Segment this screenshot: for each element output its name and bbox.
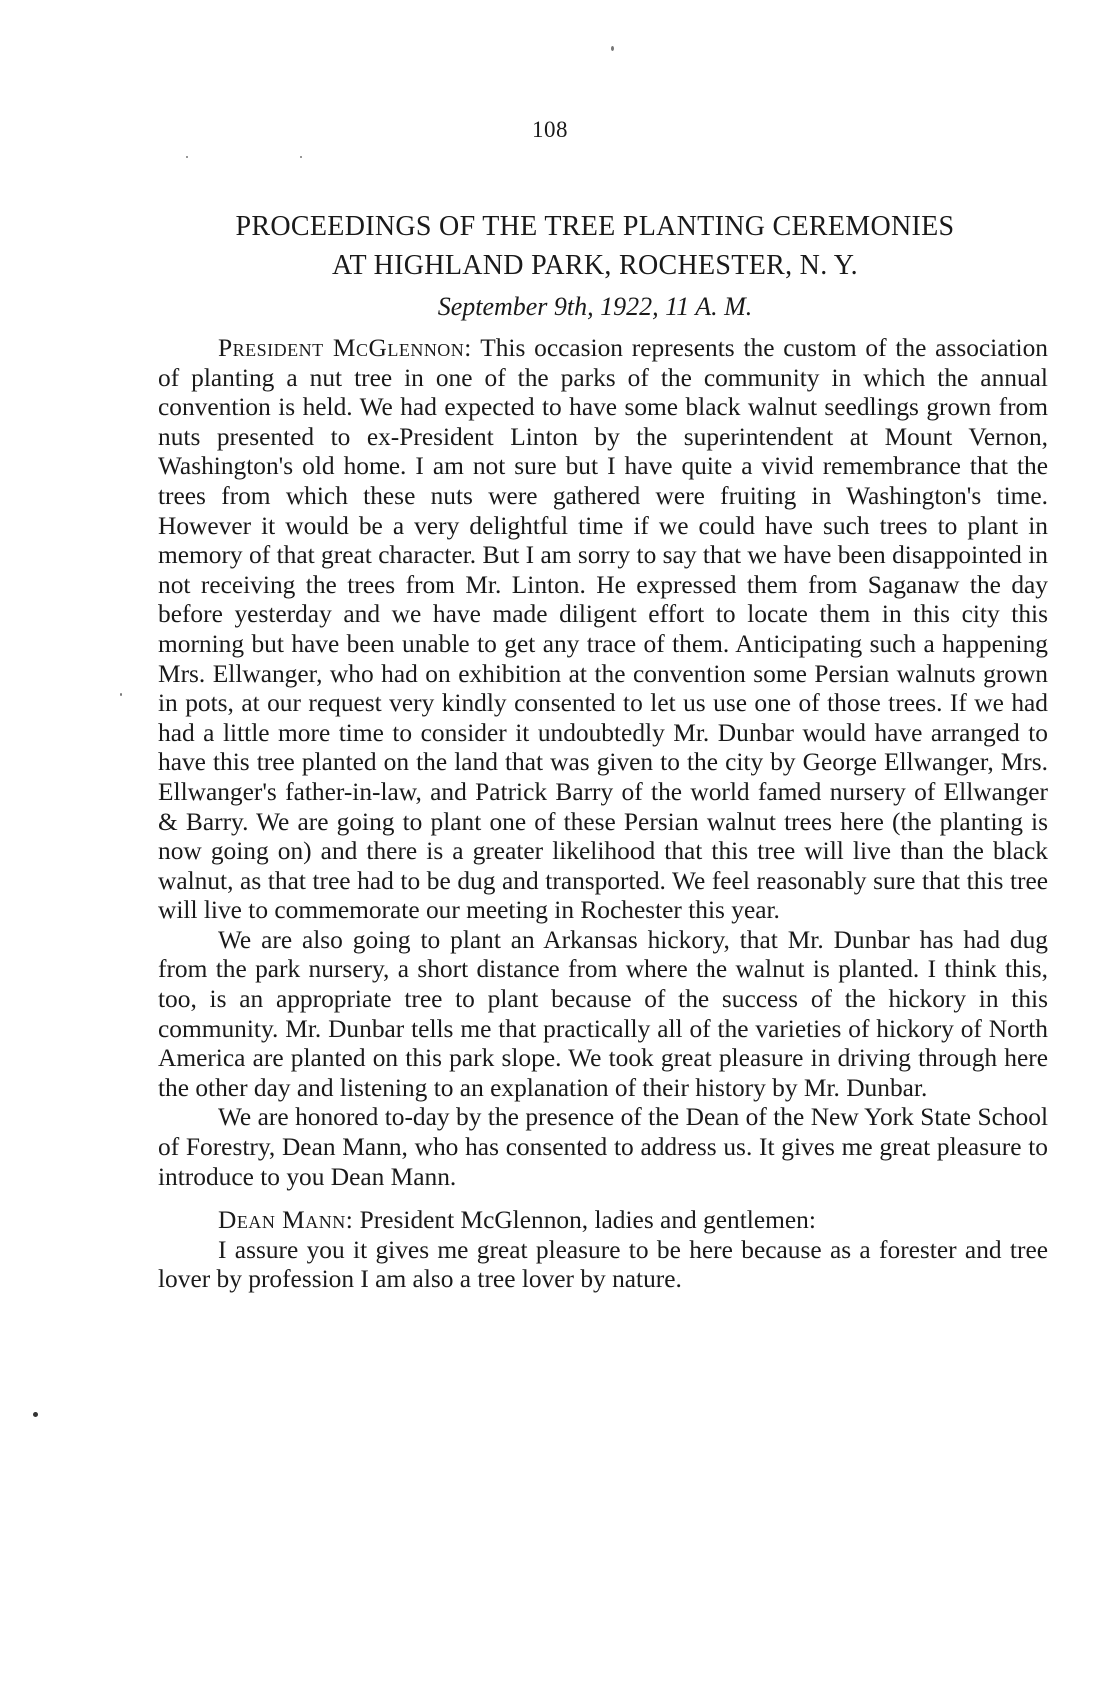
print-speck <box>300 156 302 158</box>
paragraph-text: We are also going to plant an Arkansas hickory, that Mr. Dunbar has had dug from the park nursery, a short distance from where the walnut is planted. I think this, too, is an appropriate tree to plant because of the success of the hickory in this community. Mr. Dunbar tells me that practically all of the varieties of hickory of North America are planted on this park slope. We took great pleasure in driving through here the other day and listening to an explanation of their history by Mr. Dunbar. <box>158 925 1048 1102</box>
paragraph-dean-mann-remarks <box>158 1236 1048 1295</box>
body-text <box>158 334 1048 1295</box>
paragraph-mcglennon-intro <box>158 334 1048 926</box>
print-speck <box>186 156 188 158</box>
print-speck <box>33 1412 38 1417</box>
print-speck <box>611 46 614 51</box>
paragraph-text: This occasion represents the custom of the association of planting a nut tree in one of the parks of the community in which the annual convention is held. We had expected to have some black walnut seedlings grown from nuts presented to ex-President Linton by the superintendent at Mount Vernon, Washington's old home. I am not sure but I have quite a vivid remembrance that the trees from which these nuts were gathered were fruiting in Washington's time. However it would be a very delightful time if we could have such trees to plant in memory of that great character. But I am sorry to say that we have been disappointed in not receiving the trees from Mr. Linton. He expressed them from Saganaw the day before yesterday and we have made diligent effort to locate them in this city this morning but have been unable to get any trace of them. Anticipating such a happening Mrs. Ellwanger, who had on exhibition at the convention some Persian walnuts grown in pots, at our request very kindly consented to let us use one of those trees. If we had had a little more time to consider it undoubtedly Mr. Dunbar would have arranged to have this tree planted on the land that was given to the city by George Ellwanger, Mrs. Ellwanger's father-in-law, and Patrick Barry of the world famed nursery of Ellwanger & Barry. We are going to plant one of these Persian walnut trees here (the planting is now going on) and there is a greater likelihood that this tree will live than the black walnut, as that tree had to be dug and transported. We feel reasonably sure that this tree will live to commemorate our meeting in Rochester this year. <box>158 334 1048 925</box>
title-line-1: PROCEEDINGS OF THE TREE PLANTING CEREMONIES <box>235 211 955 242</box>
speaker-label: Dean Mann: <box>218 1206 354 1235</box>
paragraph-introduction <box>158 1103 1048 1192</box>
paragraph-text: President McGlennon, ladies and gentlemen: <box>353 1206 816 1235</box>
paragraph-text: I assure you it gives me great pleasure to be here because as a forester and tree lover by profession I am also a tree lover by nature. <box>158 1235 1048 1294</box>
page-title <box>140 207 1050 285</box>
paragraph-text: We are honored to-day by the presence of the Dean of the New York State School of Forestry, Dean Mann, who has consented to address us. It gives me great pleasure to introduce to you Dean Mann. <box>158 1103 1048 1191</box>
title-line-2: AT HIGHLAND PARK, ROCHESTER, N. Y. <box>332 250 858 281</box>
paragraph-hickory <box>158 926 1048 1104</box>
paragraph-dean-mann-opening <box>158 1206 1048 1236</box>
dateline: September 9th, 1922, 11 A. M. <box>437 292 753 321</box>
speaker-label: President McGlennon: <box>218 334 472 362</box>
page-number: 108 <box>532 117 568 142</box>
print-speck <box>120 693 122 696</box>
